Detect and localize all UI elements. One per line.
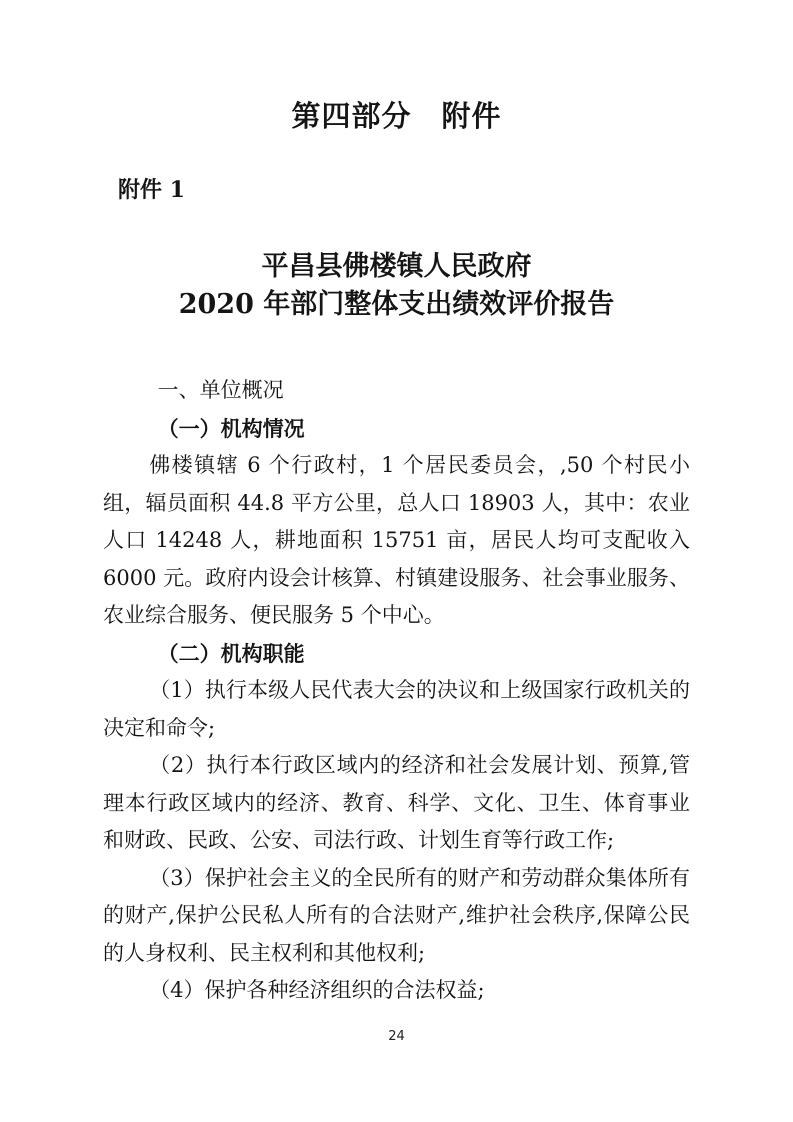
- paragraph-function-4: （4）保护各种经济组织的合法权益;: [149, 978, 485, 1002]
- part-title: 第四部分 附件: [291, 99, 502, 133]
- report-title-line1: 平昌县佛楼镇人民政府: [261, 251, 532, 282]
- paragraph-org-info: 佛楼镇辖 6 个行政村，1 个居民委员会，,50 个村民小组，辐员面积 44.8 平方公里，总人口 18903 人，其中：农业人口 14248 人，耕地面积 15751 亩，居民人均可支配收入 6000 元。政府内设会计核算、村镇建设服务、社会事业服务、农业综合服务、便民服务 5 个中心。: [103, 453, 690, 627]
- report-title-line2: 2020 年部门整体支出绩效评价报告: [178, 289, 615, 320]
- subsection-heading-org-functions: （二）机构职能: [157, 640, 305, 666]
- paragraph-function-2: （2）执行本行政区域内的经济和社会发展计划、预算,管理本行政区域内的经济、教育、科学、文化、卫生、体育事业和财政、民政、公安、司法行政、计划生育等行政工作;: [103, 753, 690, 852]
- page-footer: [0, 1029, 793, 1044]
- paragraph-function-3: （3）保护社会主义的全民所有的财产和劳动群众集体所有的财产,保护公民私人所有的合法财产,维护社会秩序,保障公民的人身权利、民主权利和其他权利;: [103, 865, 690, 965]
- subsection-heading-org-info: （一）机构情况: [157, 415, 305, 441]
- section-heading-unit-overview: 一、单位概况: [157, 378, 284, 402]
- attachment-label: 附件 1: [118, 177, 185, 203]
- document-body: [103, 372, 690, 1010]
- page-number: 24: [388, 1029, 405, 1044]
- paragraph-function-1: （1）执行本级人民代表大会的决议和上级国家行政机关的决定和命令;: [103, 678, 690, 740]
